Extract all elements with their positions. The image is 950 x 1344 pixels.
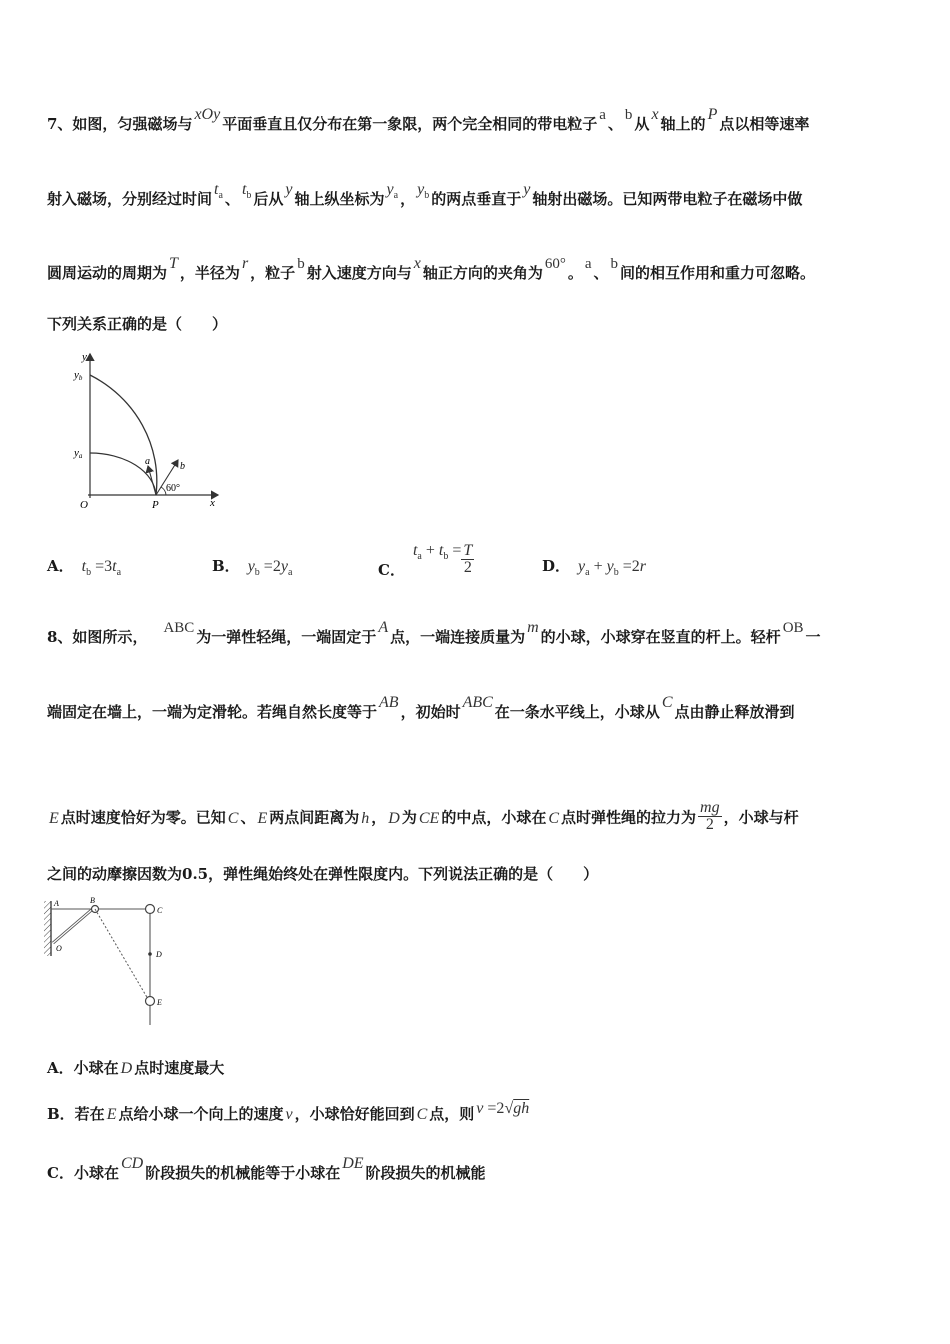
math-AB: AB bbox=[379, 694, 399, 711]
math-yb: $y_b$ bbox=[417, 181, 430, 202]
text: ，小球与杆 bbox=[723, 808, 799, 827]
label-x: x bbox=[210, 497, 215, 509]
text: 下列关系正确的是（ ） bbox=[47, 315, 228, 333]
rod-ob-inner bbox=[53, 907, 95, 943]
math-m: m bbox=[527, 619, 539, 636]
text: 、 bbox=[240, 808, 256, 827]
label-D: D bbox=[156, 950, 162, 959]
ball-c bbox=[146, 905, 155, 914]
q8-option-b[interactable]: B．若在 E 点给小球一个向上的速度 v ，小球恰好能回到 C 点，则 v =2√gh bbox=[47, 1100, 530, 1123]
label-p: P bbox=[152, 499, 159, 511]
label-C: C bbox=[157, 906, 163, 915]
math-x: x bbox=[413, 255, 421, 272]
text: 7、如图，匀强磁场与 bbox=[47, 115, 193, 133]
text: 之间的动摩擦因数为0.5，弹性绳始终处在弹性限度内。下列说法正确的是（ ） bbox=[47, 865, 599, 883]
text: ，半径为 bbox=[179, 264, 240, 282]
label-y: y bbox=[82, 351, 87, 363]
q7-line-1 bbox=[47, 106, 910, 135]
text: 、 bbox=[224, 190, 240, 208]
q7-option-d[interactable]: D． $y_a + y_b =2r$ bbox=[542, 557, 646, 579]
math-E: E bbox=[257, 809, 268, 827]
label-angle: 60° bbox=[166, 483, 180, 494]
text: 。 bbox=[567, 264, 583, 282]
text: 点时弹性绳的拉力为 bbox=[561, 808, 697, 827]
q8-figure bbox=[42, 893, 182, 1028]
math-p: P bbox=[707, 106, 718, 123]
text: 点由静止释放滑到 bbox=[674, 703, 795, 721]
text: 在一条水平线上，小球从 bbox=[494, 703, 660, 721]
q7-option-b[interactable]: B． $y_b =2y_a$ bbox=[212, 557, 293, 579]
q7-option-a[interactable]: A． $t_b =3t_a$ bbox=[47, 557, 122, 579]
math-D: D bbox=[388, 809, 400, 827]
text: ， bbox=[371, 808, 387, 827]
math-v-formula: v =2√gh bbox=[476, 1100, 530, 1117]
q8-option-c[interactable]: C．小球在CD阶段损失的机械能等于小球在DE阶段损失的机械能 bbox=[47, 1155, 486, 1182]
q8-option-a[interactable]: A．小球在 D 点时速度最大 bbox=[47, 1059, 225, 1077]
text: 轴正方向的夹角为 bbox=[422, 264, 543, 282]
text: ， bbox=[400, 190, 416, 208]
ball-e bbox=[146, 997, 155, 1006]
math-mg-over-2: $\frac{mg}{2}$ bbox=[700, 799, 720, 833]
rope-be bbox=[95, 909, 148, 999]
text: 的两点垂直于 bbox=[431, 190, 522, 208]
math-ta: $t_a$ bbox=[214, 181, 223, 202]
text: 射入磁场，分别经过时间 bbox=[47, 190, 213, 208]
math-60deg: 60° bbox=[544, 256, 566, 272]
text: 两点间距离为 bbox=[269, 808, 360, 827]
velocity-a-arrow bbox=[148, 466, 156, 495]
math-C: C bbox=[661, 694, 673, 711]
text: 为 bbox=[401, 808, 417, 827]
text: 的小球，小球穿在竖直的杆上。轻杆 bbox=[540, 628, 781, 646]
math-y: y bbox=[285, 181, 293, 198]
math-x: x bbox=[651, 106, 659, 123]
text: 射入速度方向与 bbox=[306, 264, 412, 282]
math-C: C bbox=[227, 809, 239, 827]
text: 8、如图所示， bbox=[47, 628, 148, 646]
math-tb: $t_b$ bbox=[241, 181, 252, 202]
label-E: E bbox=[157, 998, 162, 1007]
q7-line-2 bbox=[47, 181, 910, 216]
point-d bbox=[148, 952, 152, 956]
math-r: r bbox=[241, 255, 249, 272]
label-a: a bbox=[145, 456, 150, 467]
math-b: b bbox=[297, 256, 305, 272]
q8-line-2 bbox=[47, 694, 910, 723]
math-abc: ABC bbox=[163, 620, 195, 636]
q7-figure bbox=[68, 348, 268, 513]
math-y: y bbox=[523, 181, 531, 198]
label-yb: yb bbox=[74, 369, 83, 382]
q7-line-4 bbox=[47, 314, 910, 334]
math-E: E bbox=[49, 809, 59, 827]
text: 端固定在墙上，一端为定滑轮。若绳自然长度等于 bbox=[47, 703, 378, 721]
label-ya: ya bbox=[74, 447, 83, 460]
text: 点以相等速率 bbox=[719, 115, 810, 133]
text: 圆周运动的周期为 bbox=[47, 264, 168, 282]
label-b: b bbox=[180, 461, 185, 472]
text: 轴射出磁场。已知两带电粒子在磁场中做 bbox=[532, 190, 803, 208]
text: 轴上纵坐标为 bbox=[294, 190, 385, 208]
math-A: A bbox=[378, 619, 389, 636]
text: ，初始时 bbox=[400, 703, 461, 721]
label-A: A bbox=[54, 899, 59, 908]
label-origin: O bbox=[80, 499, 88, 511]
math-ABC: ABC bbox=[462, 694, 493, 711]
text: 点时速度恰好为零。已知 bbox=[60, 808, 226, 827]
text: 从 bbox=[634, 115, 650, 133]
math-h: h bbox=[361, 809, 370, 827]
math-a: a bbox=[584, 256, 592, 272]
label-O: O bbox=[56, 944, 62, 953]
text: 后从 bbox=[253, 190, 284, 208]
trajectory-b bbox=[90, 375, 157, 495]
text: 为一弹性轻绳，一端固定于 bbox=[196, 628, 377, 646]
wall bbox=[44, 901, 51, 956]
math-CE: CE bbox=[418, 809, 440, 827]
math-ob: OB bbox=[782, 620, 804, 636]
math-xoy: xOy bbox=[194, 106, 221, 123]
math-ya: $y_a$ bbox=[386, 181, 399, 202]
text: 点，一端连接质量为 bbox=[390, 628, 526, 646]
text: 的中点，小球在 bbox=[441, 808, 547, 827]
math-C: C bbox=[548, 809, 560, 827]
text: 平面垂直且仅分布在第一象限，两个完全相同的带电粒子 bbox=[222, 115, 598, 133]
math-b: b bbox=[610, 256, 619, 272]
q8-line-4 bbox=[47, 864, 910, 884]
q7-line-3 bbox=[47, 255, 910, 284]
q7-option-c[interactable]: C．$t_a + t_b$ = $\frac{T}{2}$ bbox=[378, 542, 473, 580]
math-b: b bbox=[624, 107, 633, 123]
text: 、 bbox=[593, 264, 609, 282]
label-B: B bbox=[90, 896, 95, 905]
text: 一 bbox=[805, 628, 821, 646]
text: 间的相互作用和重力可忽略。 bbox=[620, 264, 816, 282]
text: 轴上的 bbox=[660, 115, 706, 133]
math-T: T bbox=[169, 255, 178, 272]
q8-line-1 bbox=[47, 619, 910, 648]
q8-line-3 bbox=[47, 799, 910, 835]
text: 、 bbox=[607, 115, 623, 133]
math-a: a bbox=[599, 107, 606, 123]
text: ，粒子 bbox=[250, 264, 296, 282]
